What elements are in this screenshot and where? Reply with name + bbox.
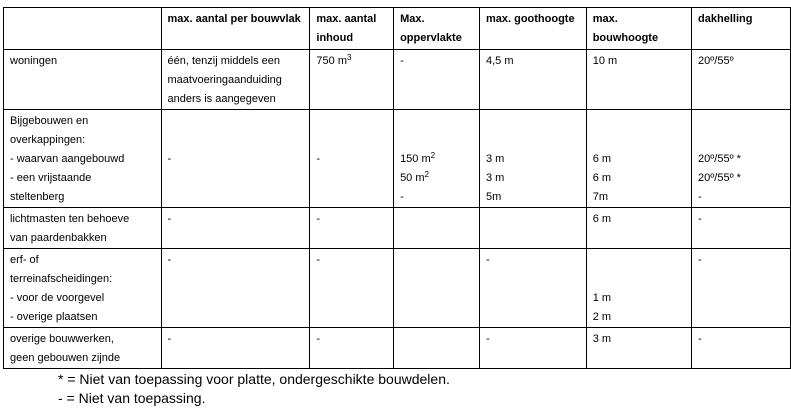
cell-value-line: 3 m [592, 333, 612, 345]
cell-value-line: - [316, 153, 321, 165]
cell-value-line [400, 330, 473, 349]
row-lichtmasten [4, 208, 791, 249]
row-label-line: - overige plaatsen [10, 311, 98, 323]
header-max-aantal-inhoud: max. aantal inhoud [310, 8, 394, 50]
cell-value-line: 5m [485, 191, 502, 203]
cell-value-line: - [316, 213, 321, 225]
cell-value-line: 3 m [485, 153, 505, 165]
cell-max-aantal-per-bouwvlak [161, 50, 310, 110]
cell-value-line: 7m [592, 191, 608, 203]
cell-dakhelling [692, 208, 791, 249]
row-label-line: lichtmasten ten behoeve [10, 213, 130, 225]
cell-max-oppervlakte [394, 249, 480, 328]
row-woningen [4, 50, 791, 110]
cell-label [4, 328, 162, 369]
cell-value-line: - [698, 191, 702, 203]
cell-value-line [400, 210, 473, 229]
cell-max-aantal-inhoud [310, 208, 394, 249]
cell-label [4, 249, 162, 328]
cell-value-line [698, 131, 784, 150]
row-erfafscheidingen [4, 249, 791, 328]
cell-value-line: 4,5 m [485, 55, 514, 67]
cell-value-line: 20º/55º [698, 55, 734, 67]
cell-max-goothoogte [479, 110, 586, 208]
cell-value-line: 1 m [592, 292, 612, 304]
cell-max-bouwhoogte [586, 249, 691, 328]
cell-label [4, 50, 162, 110]
cell-value-line: anders is aangegeven [167, 93, 276, 105]
row-overige-bouwwerken [4, 328, 791, 369]
cell-value-line [316, 112, 387, 131]
header-max-aantal-per-bouwvlak: max. aantal per bouwvlak [161, 8, 310, 50]
cell-value-line [486, 210, 580, 229]
cell-value-line: - [485, 333, 490, 345]
row-bijgebouwen [4, 110, 791, 208]
cell-value-line: 50 $m^2$ [400, 170, 429, 184]
cell-value-line: één, tenzij middels een [167, 55, 281, 67]
row-label-line: terreinafscheidingen: [10, 273, 113, 285]
cell-dakhelling [692, 110, 791, 208]
cell-max-goothoogte [479, 50, 586, 110]
cell-max-aantal-per-bouwvlak [161, 208, 310, 249]
cell-value-line: 150 $m^2$ [400, 151, 436, 165]
cell-max-bouwhoogte [586, 208, 691, 249]
cell-max-aantal-per-bouwvlak [161, 328, 310, 369]
cell-value-line [168, 112, 304, 131]
row-label-line: Bijgebouwen en [10, 115, 89, 127]
cell-value-line: - [167, 254, 172, 266]
cell-value-line: - [698, 213, 702, 225]
cell-max-bouwhoogte [586, 110, 691, 208]
cell-value-line: - [167, 213, 172, 225]
cell-dakhelling [692, 328, 791, 369]
row-label-line: steltenberg [10, 191, 65, 203]
header-max-oppervlakte: Max. oppervlakte [394, 8, 480, 50]
cell-max-oppervlakte [394, 110, 480, 208]
cell-value-line: 6 m [592, 153, 612, 165]
cell-max-aantal-inhoud [310, 50, 394, 110]
cell-value-line [400, 112, 473, 131]
row-label-line: - een vrijstaande [10, 172, 92, 184]
cell-value-line [168, 131, 304, 150]
header-max-bouwhoogte: max. bouwhoogte [586, 8, 691, 50]
cell-max-goothoogte [479, 208, 586, 249]
footnote-dash: - = Niet van toepassing. [58, 390, 206, 406]
cell-value-line: 20º/55º * [698, 172, 741, 184]
cell-max-aantal-per-bouwvlak [161, 249, 310, 328]
cell-value-line: 2 m [592, 311, 612, 323]
row-label-line: overkappingen: [10, 134, 86, 146]
cell-max-aantal-inhoud [310, 328, 394, 369]
header-row [4, 8, 791, 50]
cell-max-goothoogte [479, 328, 586, 369]
cell-value-line: - [167, 153, 172, 165]
cell-value-line: - [485, 254, 490, 266]
row-label-line: van paardenbakken [10, 232, 107, 244]
row-label-line: woningen [10, 55, 58, 67]
cell-value-line [698, 112, 784, 131]
cell-max-bouwhoogte [586, 50, 691, 110]
cell-value-line: 20º/55º * [698, 153, 741, 165]
row-label-line: erf- of [10, 254, 39, 266]
cell-value-line: - [698, 254, 702, 266]
cell-value-line: 10 m [592, 55, 618, 67]
header-empty-cell [4, 8, 162, 50]
cell-value-line: - [316, 254, 321, 266]
cell-max-goothoogte [479, 249, 586, 328]
cell-value-line [593, 251, 685, 270]
cell-label [4, 110, 162, 208]
cell-value-line [593, 270, 685, 289]
footnote-asterisk: * = Niet van toepassing voor platte, ondergeschikte bouwdelen. [58, 371, 450, 387]
cell-value-line: - [167, 333, 172, 345]
header-dakhelling: dakhelling [692, 8, 791, 50]
cell-dakhelling [692, 249, 791, 328]
cell-value-line: - [400, 191, 404, 203]
cell-max-aantal-per-bouwvlak [161, 110, 310, 208]
cell-max-aantal-inhoud [310, 249, 394, 328]
cell-value-line: 6 m [592, 172, 612, 184]
cell-value-line: maatvoeringaanduiding [167, 74, 282, 86]
cell-value-line: 6 m [592, 213, 612, 225]
building-regulations-table [3, 7, 791, 369]
cell-value-line: - [400, 55, 404, 67]
row-label-line: geen gebouwen zijnde [10, 352, 121, 364]
row-label-line: - voor de voorgevel [10, 292, 105, 304]
cell-value-line [593, 131, 685, 150]
cell-value-line [400, 131, 473, 150]
cell-max-oppervlakte [394, 50, 480, 110]
cell-max-bouwhoogte [586, 328, 691, 369]
cell-label [4, 208, 162, 249]
cell-value-line [486, 131, 580, 150]
row-label-line: overige bouwwerken, [10, 333, 114, 345]
cell-dakhelling [692, 50, 791, 110]
row-label-line: - waarvan aangebouwd [10, 153, 125, 165]
cell-value-line: 3 m [485, 172, 505, 184]
cell-value-line: - [316, 333, 321, 345]
cell-value-line [316, 131, 387, 150]
header-max-goothoogte: max. goothoogte [479, 8, 586, 50]
cell-value-line [593, 112, 685, 131]
cell-value-line: - [698, 333, 702, 345]
cell-value-line [400, 251, 473, 270]
cell-max-oppervlakte [394, 208, 480, 249]
footnotes [58, 370, 450, 408]
cell-max-aantal-inhoud [310, 110, 394, 208]
cell-value-line [486, 112, 580, 131]
cell-max-oppervlakte [394, 328, 480, 369]
cell-value-line: 750 $m^3$ [316, 53, 352, 67]
